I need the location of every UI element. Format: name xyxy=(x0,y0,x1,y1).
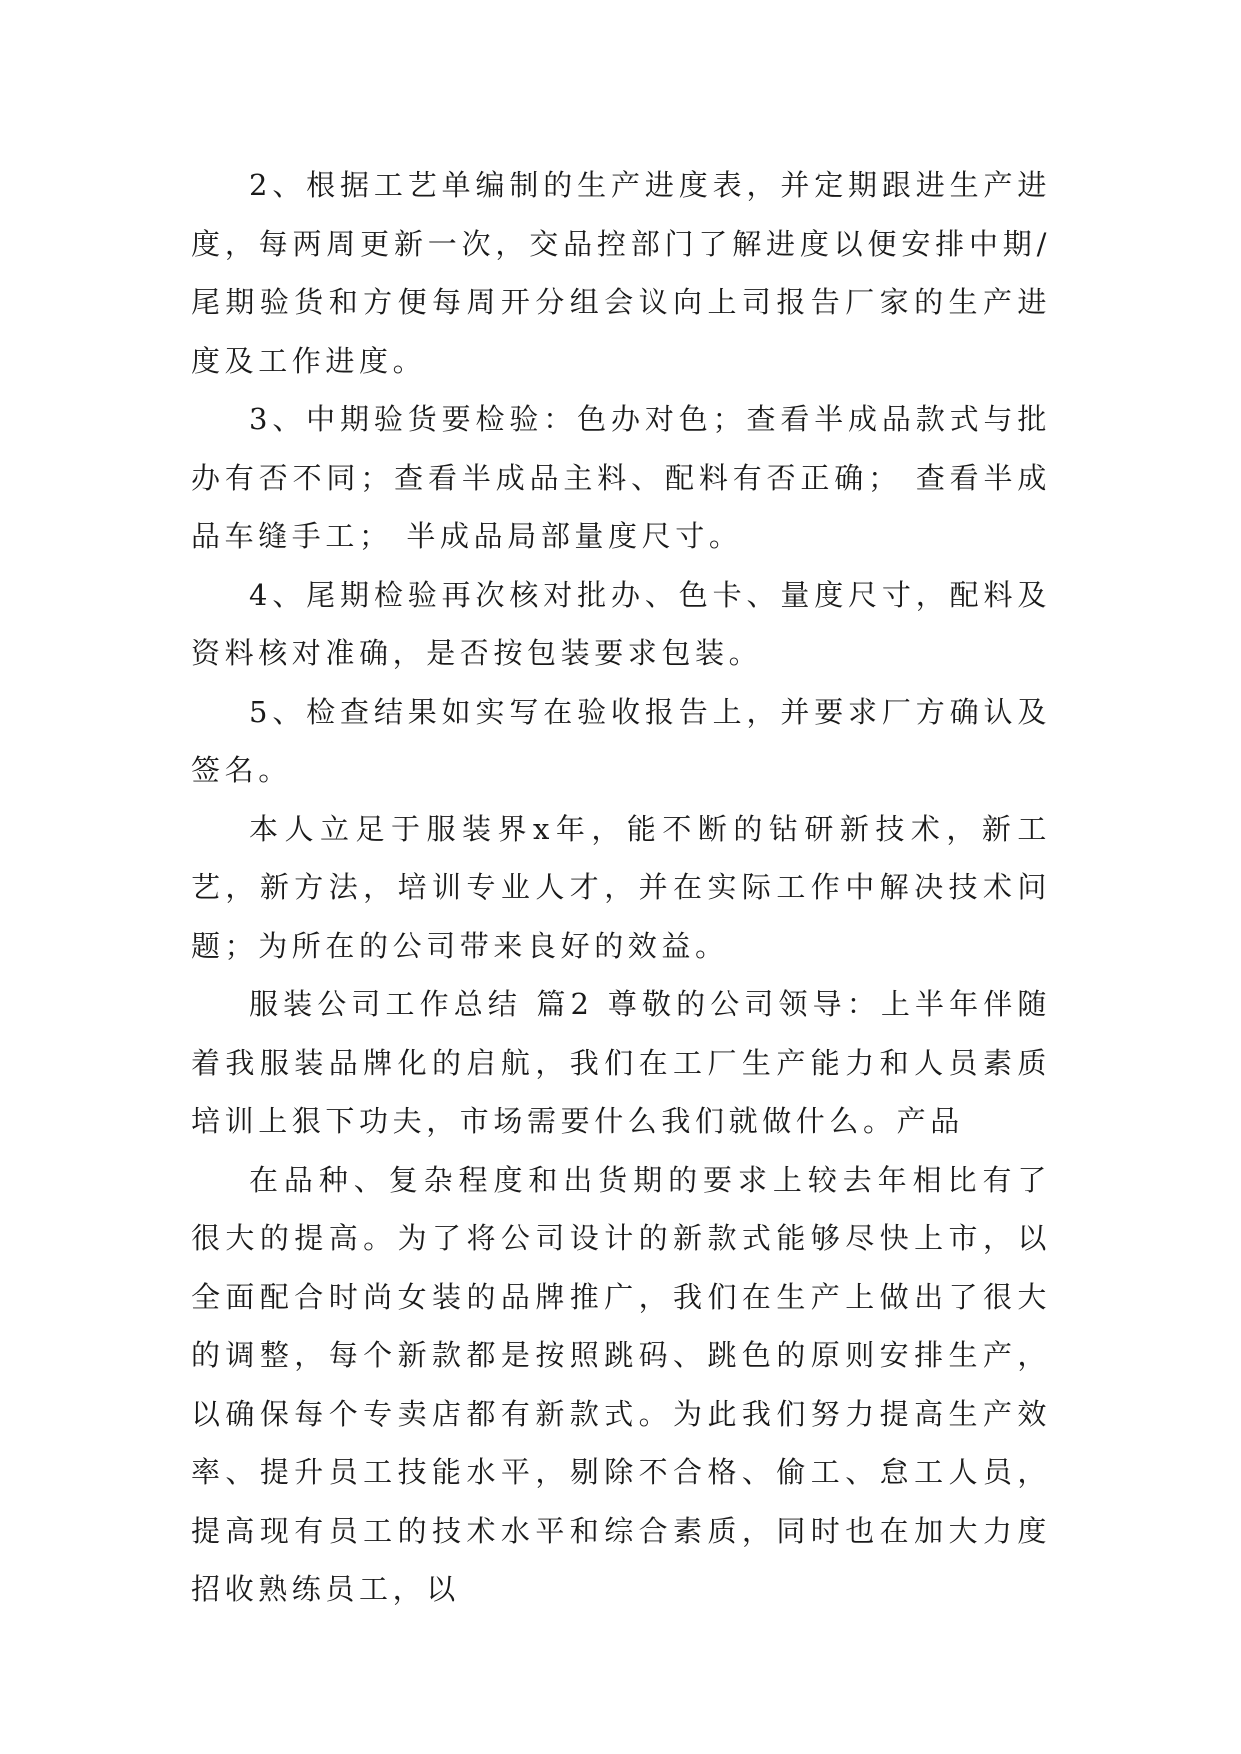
paragraph-inspection-report: 5、检查结果如实写在验收报告上，并要求厂方确认及签名。 xyxy=(191,694,1051,787)
paragraph-final-inspection: 4、尾期检验再次核对批办、色卡、量度尺寸，配料及资料核对准确，是否按包装要求包装。 xyxy=(191,577,1051,670)
paragraph-summary-part2-intro: 服装公司工作总结 篇2 尊敬的公司领导：上半年伴随着我服装品牌化的启航，我们在工厂生产能力和人员素质培训上狠下功夫，市场需要什么我们就做什么。产品 xyxy=(191,987,1051,1138)
document-body xyxy=(191,156,1051,1619)
paragraph-personal-summary: 本人立足于服装界x年，能不断的钻研新技术，新工艺，新方法，培训专业人才，并在实际工作中解决技术问题；为所在的公司带来良好的效益。 xyxy=(191,811,1051,963)
paragraph-production-adjustment: 在品种、复杂程度和出货期的要求上较去年相比有了很大的提高。为了将公司设计的新款式能够尽快上市，以全面配合时尚女装的品牌推广，我们在生产上做出了很大的调整，每个新款都是按照跳码、跳色的原则安排生产，以确保每个专卖店都有新款式。为此我们努力提高生产效率、提升员工技能水平，剔除不合格、偷工、怠工人员，提高现有员工的技术水平和综合素质，同时也在加大力度招收熟练员工，以 xyxy=(191,1162,1051,1606)
paragraph-production-schedule: 2、根据工艺单编制的生产进度表，并定期跟进生产进度，每两周更新一次，交品控部门了解进度以便安排中期/尾期验货和方便每周开分组会议向上司报告厂家的生产进度及工作进度。 xyxy=(191,168,1051,378)
paragraph-mid-inspection: 3、中期验货要检验：色办对色；查看半成品款式与批办有否不同；查看半成品主料、配料有否正确； 查看半成品车缝手工； 半成品局部量度尺寸。 xyxy=(191,402,1051,553)
